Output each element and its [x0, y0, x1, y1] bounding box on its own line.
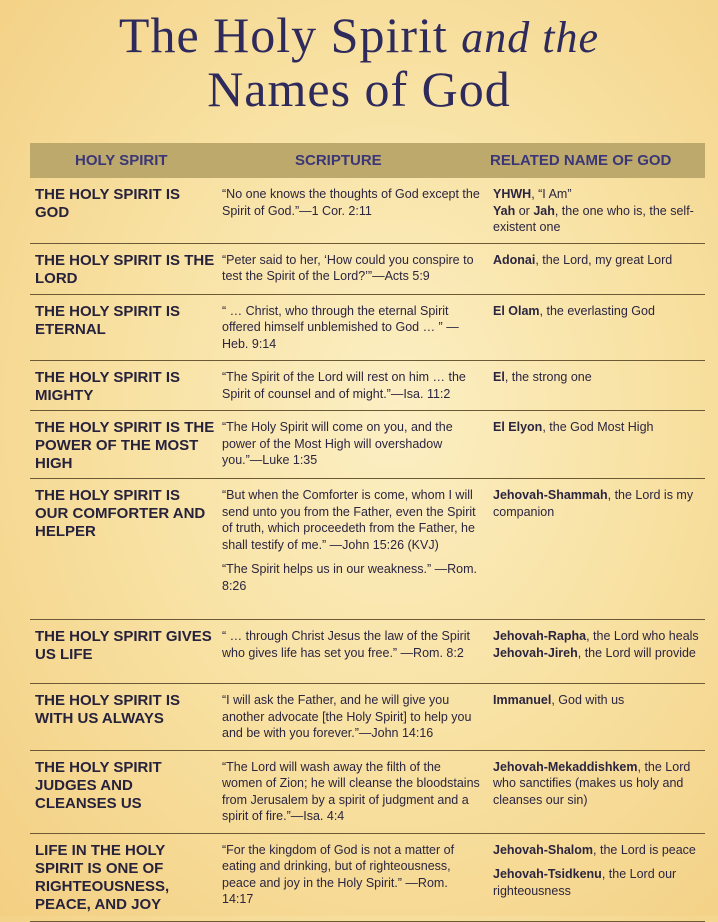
name-of-god: Jehovah-Rapha	[493, 629, 587, 643]
scripture-cell	[215, 620, 482, 684]
name-meaning: , God with us	[551, 693, 625, 707]
name-meaning: , the Lord will provide	[577, 645, 696, 660]
scripture-cell	[215, 294, 482, 361]
name-of-god: El Elyon	[493, 420, 543, 434]
name-of-god: Jehovah-Shalom	[493, 842, 594, 857]
table-row	[30, 833, 705, 921]
name-meaning: , the Lord is my companion	[493, 488, 694, 519]
table-row	[30, 294, 705, 361]
table-row	[30, 479, 705, 620]
name-cell	[482, 479, 705, 620]
scripture-text: “Peter said to her, ‘How could you conspire to test the Spirit of the Lord?’”—Acts 5:9	[222, 252, 474, 283]
name-entry	[493, 842, 705, 859]
page-title-line2: Names of God	[207, 61, 511, 117]
scripture-text: “ … through Christ Jesus the law of the Spirit who gives life has set you free.” —Rom. 8:2	[222, 629, 471, 660]
holy-spirit-cell: THE HOLY SPIRIT IS WITH US ALWAYS	[30, 684, 215, 751]
table-row	[30, 411, 705, 479]
scripture-text: “But when the Comforter is come, whom I will send unto you from the Father, even the Spirit of truth, which proceedeth from the Father, he shall testify of me.” —John 15:26 (KVJ)	[222, 488, 476, 552]
holy-spirit-cell: THE HOLY SPIRIT IS MIGHTY	[30, 361, 215, 411]
name-entry	[493, 645, 705, 662]
table-row	[30, 243, 705, 294]
name-of-god: El	[493, 370, 505, 384]
name-meaning: , the Lord, my great Lord	[535, 252, 673, 267]
scripture-text: “The Spirit of the Lord will rest on him … the Spirit of counsel and of might.”—Isa. 11:2	[222, 370, 466, 401]
holy-spirit-cell: THE HOLY SPIRIT GIVES US LIFE	[30, 620, 215, 684]
name-entry	[493, 692, 705, 709]
name-of-god: Jehovah-Mekaddishkem	[493, 759, 638, 774]
holy-spirit-cell: THE HOLY SPIRIT IS THE LORD	[30, 243, 215, 294]
name-meaning: , the one who is, the self-existent one	[493, 203, 694, 234]
name-of-god: YHWH	[493, 187, 532, 201]
name-of-god: Adonai	[493, 252, 536, 267]
holy-spirit-cell: THE HOLY SPIRIT IS GOD	[30, 178, 215, 243]
table-row	[30, 684, 705, 751]
name-entry	[493, 252, 705, 269]
page-title-line1	[0, 6, 718, 64]
scripture-text: “The Holy Spirit will come on you, and the power of the Most High will overshadow you.”—Luke 1:35	[222, 420, 453, 467]
table-row	[30, 178, 705, 243]
scripture-text: “For the kingdom of God is not a matter of eating and drinking, but of righteousness, peace and joy in the Holy Spirit.” —Rom. 14:17	[222, 842, 455, 906]
name-meaning: , the Lord our righteousness	[493, 867, 677, 898]
name-cell	[482, 750, 705, 833]
name-cell	[482, 178, 705, 243]
name-cell	[482, 294, 705, 361]
header-holy-spirit: HOLY SPIRIT	[30, 143, 215, 178]
scripture-cell	[215, 479, 482, 620]
scripture-text: “The Spirit helps us in our weakness.” —Rom. 8:26	[222, 562, 477, 593]
name-of-god: Jehovah-Tsidkenu	[493, 867, 602, 881]
holy-spirit-cell: THE HOLY SPIRIT IS ETERNAL	[30, 294, 215, 361]
scripture-cell	[215, 178, 482, 243]
header-scripture: SCRIPTURE	[215, 143, 482, 178]
scripture-text: “ … Christ, who through the eternal Spirit offered himself unblemished to God … ” —Heb. 9:14	[222, 303, 459, 351]
names-table	[30, 143, 705, 922]
name-cell	[482, 361, 705, 411]
scripture-cell	[215, 684, 482, 751]
name-entry	[493, 487, 705, 520]
scripture-cell	[215, 243, 482, 294]
name-meaning: , the Lord who heals	[586, 629, 699, 643]
name-entry	[493, 186, 705, 203]
name-entry	[493, 303, 705, 320]
name-meaning: , the strong one	[504, 370, 592, 384]
table-row	[30, 620, 705, 684]
name-cell	[482, 620, 705, 684]
name-cell	[482, 684, 705, 751]
table-header-row	[30, 143, 705, 178]
table-row	[30, 750, 705, 833]
holy-spirit-cell: THE HOLY SPIRIT IS THE POWER OF THE MOST HIGH	[30, 411, 215, 479]
header-related-name: RELATED NAME OF GOD	[482, 143, 705, 178]
name-of-god: Yah	[493, 203, 516, 218]
scripture-text: “The Lord will wash away the filth of the women of Zion; he will cleanse the bloodstains from Jerusalem by a spirit of judgment and a spirit of fire.”—Isa. 4:4	[222, 759, 480, 823]
name-entry	[493, 203, 705, 236]
name-entry	[493, 759, 705, 809]
table-row	[30, 361, 705, 411]
scripture-cell	[215, 361, 482, 411]
holy-spirit-cell: THE HOLY SPIRIT JUDGES AND CLEANSES US	[30, 750, 215, 833]
name-of-god: El Olam	[493, 303, 540, 318]
name-entry	[493, 419, 705, 436]
name-meaning: , the Lord is peace	[593, 842, 696, 857]
name-meaning: or	[515, 203, 534, 218]
name-of-god: Jah	[533, 203, 555, 218]
name-of-god: Jehovah-Shammah	[493, 488, 608, 502]
name-meaning: , “I Am”	[531, 187, 572, 201]
holy-spirit-cell: THE HOLY SPIRIT IS OUR COMFORTER AND HELPER	[30, 479, 215, 620]
scripture-cell	[215, 750, 482, 833]
scripture-cell	[215, 833, 482, 921]
title-script: and the	[461, 13, 600, 62]
scripture-text: “No one knows the thoughts of God except the Spirit of God.”—1 Cor. 2:11	[222, 187, 480, 218]
name-entry	[493, 866, 705, 899]
name-meaning: , the everlasting God	[539, 303, 655, 318]
name-cell	[482, 833, 705, 921]
name-cell	[482, 243, 705, 294]
name-cell	[482, 411, 705, 479]
name-meaning: , the God Most High	[542, 420, 654, 434]
name-of-god: Immanuel	[493, 693, 552, 707]
name-of-god: Jehovah-Jireh	[493, 645, 578, 660]
name-meaning: , the Lord who sanctifies (makes us holy and cleanses our sin)	[493, 759, 691, 807]
name-entry	[493, 628, 705, 645]
scripture-cell	[215, 411, 482, 479]
scripture-text: “I will ask the Father, and he will give you another advocate [the Holy Spirit] to help you and be with you forever.”—John 14:16	[222, 693, 472, 740]
name-entry	[493, 369, 705, 386]
holy-spirit-cell: LIFE IN THE HOLY SPIRIT IS ONE OF RIGHTEOUSNESS, PEACE, AND JOY	[30, 833, 215, 921]
title-main: The Holy Spirit	[118, 7, 448, 63]
